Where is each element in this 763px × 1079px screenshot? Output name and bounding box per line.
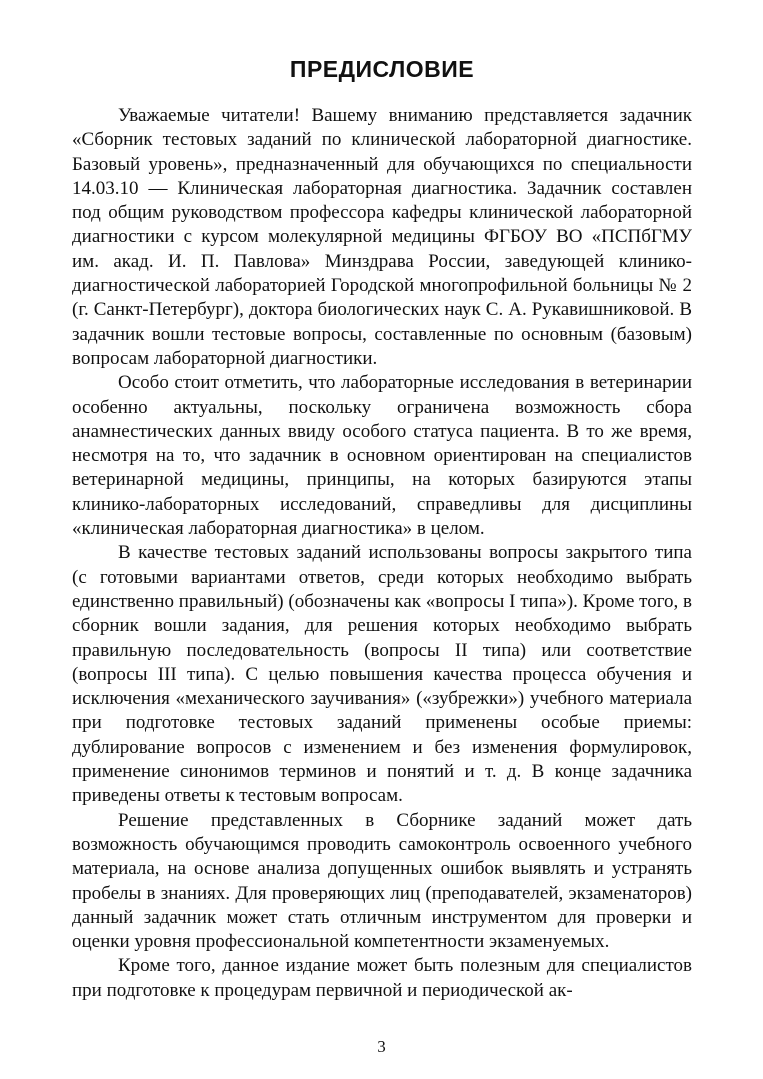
page-title: ПРЕДИСЛОВИЕ	[289, 56, 475, 82]
paragraph-1: Уважаемые читатели! Вашему вниманию представляется задачник «Сборник тестовых заданий по клинической лабораторной диагностике. Базовый уровень», предназначенный для обучающихся по специальности 14.03.10 — Клиническая лабораторная диагностика. Задачник составлен под общим руководством профессора кафедры клинической лабораторной диагностики с курсом молекулярной медицины ФГБОУ ВО «ПСПбГМУ им. акад. И. П. Павлова» Минздрава России, заведующей клинико-диагностической лабораторией Городской многопрофильной больницы № 2 (г. Санкт-Петербург), доктора биологических наук С. А. Рукавишниковой. В задачник вошли тестовые вопросы, составленные по основным (базовым) вопросам лабораторной диагностики.	[72, 105, 692, 369]
paragraph-2: Особо стоит отметить, что лабораторные исследования в ветеринарии особенно актуальны, поскольку ограничена возможность сбора анамнестических данных ввиду особого статуса пациента. В то же время, несмотря на то, что задачник в основном ориентирован на специалистов ветеринарной медицины, принципы, на которых базируются этапы клинико-лабораторных исследований, справедливы для дисциплины «клиническая лабораторная диагностика» в целом.	[72, 372, 692, 540]
paragraph-5: Кроме того, данное издание может быть полезным для специалистов при подготовке к процедурам первичной и периодической ак-	[72, 955, 692, 1001]
paragraph-4: Решение представленных в Сборнике заданий может дать возможность обучающимся проводить самоконтроль освоенного учебного материала, на основе анализа допущенных ошибок выявлять и устранять пробелы в знаниях. Для проверяющих лиц (преподавателей, экзаменаторов) данный задачник может стать отличным инструментом для проверки и оценки уровня профессиональной компетентности экзаменуемых.	[72, 809, 692, 953]
paragraph-3: В качестве тестовых заданий использованы вопросы закрытого типа (с готовыми вариантами ответов, среди которых необходимо выбрать единственно правильный) (обозначены как «вопросы I типа»). Кроме того, в сборник вошли задания, для решения которых необходимо выбрать правильную последовательность (вопросы II типа) или соответствие (вопросы III типа). С целью повышения качества процесса обучения и исключения «механического заучивания» («зубрежки») учебного материала при подготовке тестовых заданий применены особые приемы: дублирование вопросов с изменением и без изменения формулировок, применение синонимов терминов и понятий и т. д. В конце задачника приведены ответы к тестовым вопросам.	[72, 542, 693, 807]
page-number: 3	[377, 1037, 386, 1056]
page-body	[72, 52, 692, 1003]
